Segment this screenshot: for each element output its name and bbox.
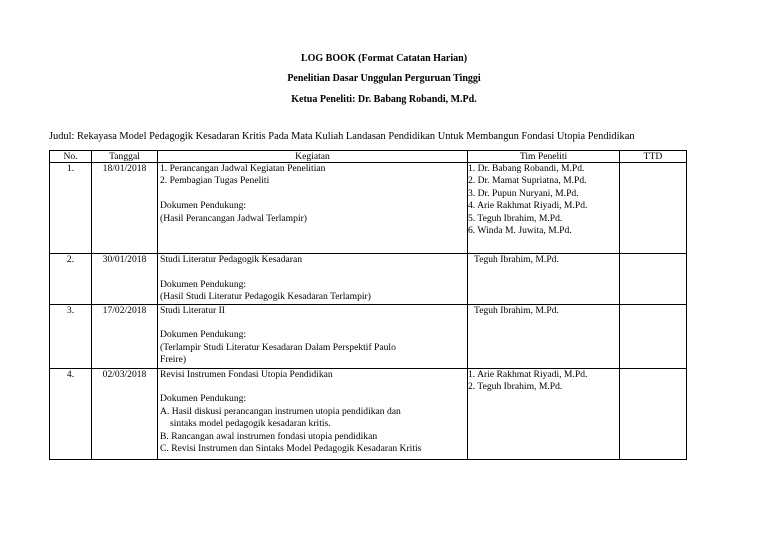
table-row <box>50 254 687 305</box>
document-item: B. Rancangan awal instrumen fondasi utopia pendidikan <box>160 430 378 442</box>
row-team <box>468 254 620 305</box>
document-item: C. Revisi Instrumen dan Sintaks Model Pedagogik Kesadaran Kritis <box>160 443 422 455</box>
document-note: (Hasil Studi Literatur Pedagogik Kesadaran Terlampir) <box>160 291 371 303</box>
col-header-date: Tanggal <box>92 151 158 163</box>
signature-cell <box>620 163 687 254</box>
research-title: Judul: Rekayasa Model Pedagogik Kesadaran Kritis Pada Mata Kuliah Landasan Pendidikan Untuk Membangun Fondasi Utopia Pendidikan <box>49 131 635 142</box>
activity-line: Studi Literatur Pedagogik Kesadaran <box>160 254 302 265</box>
row-date: 02/03/2018 <box>92 368 158 459</box>
row-date: 17/02/2018 <box>92 304 158 368</box>
team-member: Teguh Ibrahim, M.Pd. <box>474 304 559 316</box>
research-subtitle: Penelitian Dasar Unggulan Perguruan Tinggi <box>287 73 481 84</box>
document-note: (Terlampir Studi Literatur Kesadaran Dalam Perspektif Paulo <box>160 341 396 353</box>
document-note: Freire) <box>160 354 187 366</box>
document-item: A. Hasil diskusi perancangan instrumen utopia pendidikan dan <box>160 405 401 417</box>
team-member: 4. Arie Rakhmat Riyadi, M.Pd. <box>468 200 588 212</box>
document-label: Dokumen Pendukung: <box>160 200 247 212</box>
row-number: 4. <box>50 368 92 459</box>
team-member: 1. Arie Rakhmat Riyadi, M.Pd. <box>468 368 588 380</box>
document-label: Dokumen Pendukung: <box>160 329 247 341</box>
table-row <box>50 163 687 254</box>
team-member: Teguh Ibrahim, M.Pd. <box>474 254 559 265</box>
row-date: 30/01/2018 <box>92 254 158 305</box>
activity-line: Revisi Instrumen Fondasi Utopia Pendidikan <box>160 368 333 380</box>
activity-line: 2. Pembagian Tugas Peneliti <box>160 175 270 187</box>
document-note: (Hasil Perancangan Jadwal Terlampir) <box>160 212 307 224</box>
col-header-no: No. <box>50 151 92 163</box>
signature-cell <box>620 368 687 459</box>
row-activity <box>158 368 468 459</box>
team-member: 5. Teguh Ibrahim, M.Pd. <box>468 212 563 224</box>
row-team <box>468 368 620 459</box>
row-activity <box>158 254 468 305</box>
team-member: 3. Dr. Pupun Nuryani, M.Pd. <box>468 187 579 199</box>
lead-researcher: Ketua Peneliti: Dr. Babang Robandi, M.Pd. <box>291 94 477 105</box>
activity-line: Studi Literatur II <box>160 304 226 316</box>
signature-cell <box>620 254 687 305</box>
team-member: 6. Winda M. Juwita, M.Pd. <box>468 225 572 237</box>
table-header-row <box>50 151 687 163</box>
document-label: Dokumen Pendukung: <box>160 278 247 290</box>
logbook-table <box>49 150 687 460</box>
row-number: 3. <box>50 304 92 368</box>
row-team <box>468 304 620 368</box>
row-activity <box>158 163 468 254</box>
signature-cell <box>620 304 687 368</box>
row-date: 18/01/2018 <box>92 163 158 254</box>
col-header-team: Tim Peneliti <box>468 151 620 163</box>
logbook-title: LOG BOOK (Format Catatan Harian) <box>300 53 468 64</box>
team-member: 2. Dr. Mamat Supriatna, M.Pd. <box>468 175 587 187</box>
col-header-activity: Kegiatan <box>158 151 468 163</box>
table-row <box>50 368 687 459</box>
table-row <box>50 304 687 368</box>
row-team <box>468 163 620 254</box>
team-member: 1. Dr. Babang Robandi, M.Pd. <box>468 163 585 174</box>
document-item-continued: sintaks model pedagogik kesadaran kritis. <box>170 418 331 430</box>
row-activity <box>158 304 468 368</box>
row-number: 2. <box>50 254 92 305</box>
document-label: Dokumen Pendukung: <box>160 393 247 405</box>
team-member: 2. Teguh Ibrahim, M.Pd. <box>468 381 563 393</box>
col-header-signature: TTD <box>620 151 687 163</box>
row-number: 1. <box>50 163 92 254</box>
activity-line: 1. Perancangan Jadwal Kegiatan Penelitian <box>160 163 326 174</box>
